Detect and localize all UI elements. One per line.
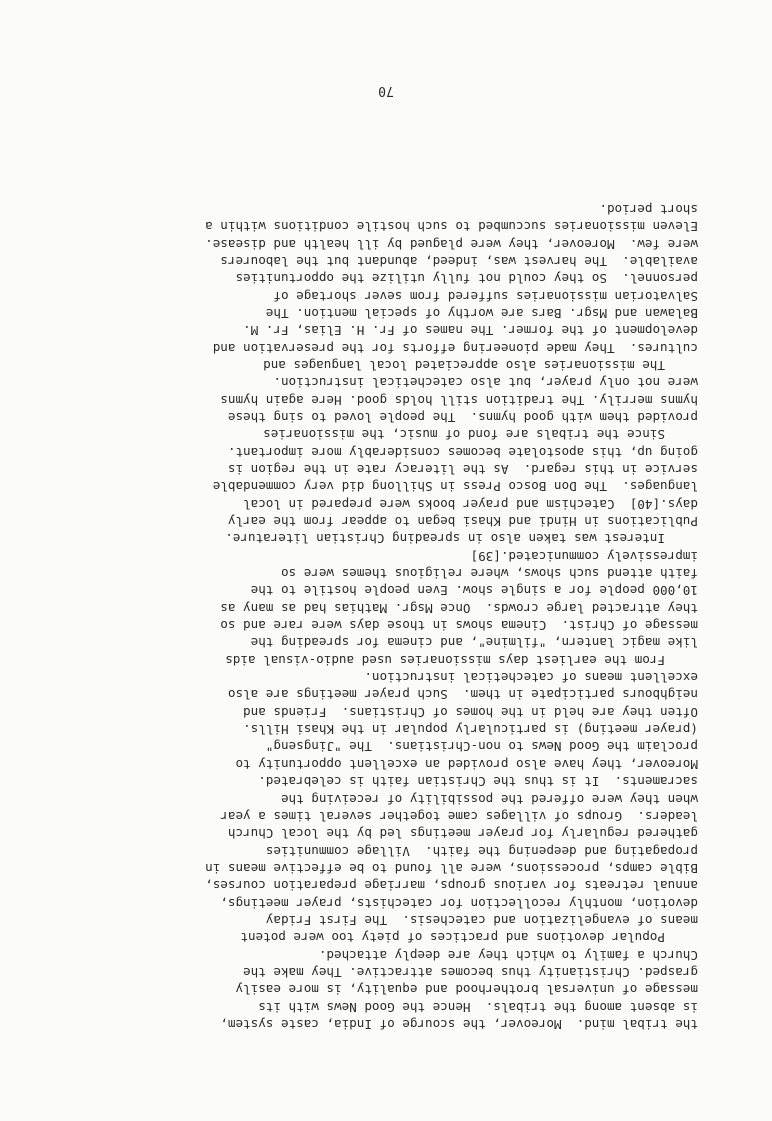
text-line: development of the former. The names of Fr. H. Elias, Fr. M. bbox=[243, 323, 698, 339]
text-line: short period. bbox=[599, 201, 698, 217]
text-line: hymns merrily. The tradition still holds good. Here again hymns bbox=[220, 392, 698, 408]
text-line: Church a family to which they are deeply attached. bbox=[318, 947, 698, 963]
text-line: Moreover, they have also provided an excellent opportunity to bbox=[235, 756, 698, 772]
text-line: were not only prayer, but also catechetical instruction. bbox=[273, 375, 698, 391]
text-line: propagating and deepening the faith. Village communities bbox=[265, 843, 698, 859]
text-line: leaders. Groups of villages came together several times a year bbox=[220, 808, 698, 824]
text-line: gathered regularly for prayer meetings led by the local Church bbox=[227, 826, 698, 842]
text-line: the tribal mind. Moreover, the scourge of India, caste system, bbox=[220, 1017, 698, 1032]
text-line: 10,000 people for a single show. Even people hostile to the bbox=[250, 583, 698, 599]
text-line: available. The harvest was, indeed, abundant but the labourers bbox=[220, 253, 698, 269]
text-line: message of Christ. Cinema shows in those days were rare and so bbox=[220, 618, 698, 634]
text-line: grasped. Christianity thus becomes attractive. They make the bbox=[243, 964, 698, 980]
text-line: Often they are held in the homes of Christians. Friends and bbox=[243, 704, 698, 720]
text-line: sacraments. It is thus the Christian faith is celebrated. bbox=[258, 774, 698, 790]
text-line: like magic lantern, "filmine", and cinema for spreading the bbox=[250, 635, 698, 651]
text-line: Salvatorian missionaries suffered from sever shortage of bbox=[273, 288, 698, 304]
text-line: Publications in Hindi and Khasi began to appear from the early bbox=[227, 514, 698, 530]
body-text bbox=[73, 201, 698, 1034]
text-line: provided them with good hymns. The people loved to sing these bbox=[227, 409, 698, 425]
text-line: Popular devotions and practices of piety too were potent bbox=[240, 930, 665, 946]
text-line: when they were offered the possibility of receiving the bbox=[280, 791, 698, 807]
text-line: faith attend such shows, where religious themes were so bbox=[280, 566, 698, 582]
text-line: proclaim the Good News to non-Christians. The "Jingseng" bbox=[265, 739, 698, 755]
text-line: cultures. They made pioneering efforts for the preservation and bbox=[212, 340, 698, 356]
text-line: is absent among the tribals. Hence the Good News with its bbox=[258, 999, 698, 1015]
text-line: impressively communicated.[39] bbox=[470, 548, 698, 564]
text-line: devotion, monthly recollection for catechists, prayer meetings, bbox=[220, 895, 698, 911]
page-number: 70 bbox=[378, 83, 394, 98]
text-line: Since the tribals are fond of music, the missionaries bbox=[263, 427, 665, 443]
text-line: going up, this apostolate becomes considerably more important. bbox=[227, 444, 698, 460]
text-line: personnel. So they could not fully utilize the opportunities bbox=[235, 271, 698, 287]
text-line: languages. The Don Bosco Press in Shillong did very commendable bbox=[212, 479, 698, 495]
text-line: Eleven missionaries succumbed to such hostile conditions within a bbox=[205, 219, 698, 235]
text-line: service in this regard. As the literacy rate in the region is bbox=[227, 462, 698, 477]
text-line: From the earliest days missionaries used audio-visual aids bbox=[225, 652, 665, 668]
text-line: Bible camps, processions, were all found to be effective means in bbox=[205, 860, 698, 876]
text-line: The missionaries also appreciated local languages and bbox=[263, 357, 665, 373]
text-line: were few. Moreover, they were plagued by ill health and disease. bbox=[205, 236, 698, 252]
text-line: they attracted large crowds. Once Msgr. Mathias had as many as bbox=[220, 600, 698, 616]
text-line: message of universal brotherhood and equality, is more easily bbox=[235, 982, 698, 998]
text-line: days.[40] Catechism and prayer books were prepared in local bbox=[243, 496, 698, 512]
text-line: excellent means of catechetical instruction. bbox=[364, 670, 698, 686]
text-line: means of evangelization and catechesis. The First Friday bbox=[265, 912, 698, 928]
text-line: (prayer meeting) is particularly popular in the Khasi Hills. bbox=[243, 722, 698, 738]
text-line: neighbours participate in them. Such prayer meetings are also bbox=[227, 687, 698, 703]
text-line: annual retreats for various groups, marriage preparation courses, bbox=[205, 878, 698, 894]
text-line: Balawan and Msgr. Bars are worthy of special mention. The bbox=[265, 305, 698, 321]
text-line: Interest was taken also in spreading Christian literature. bbox=[225, 531, 665, 547]
